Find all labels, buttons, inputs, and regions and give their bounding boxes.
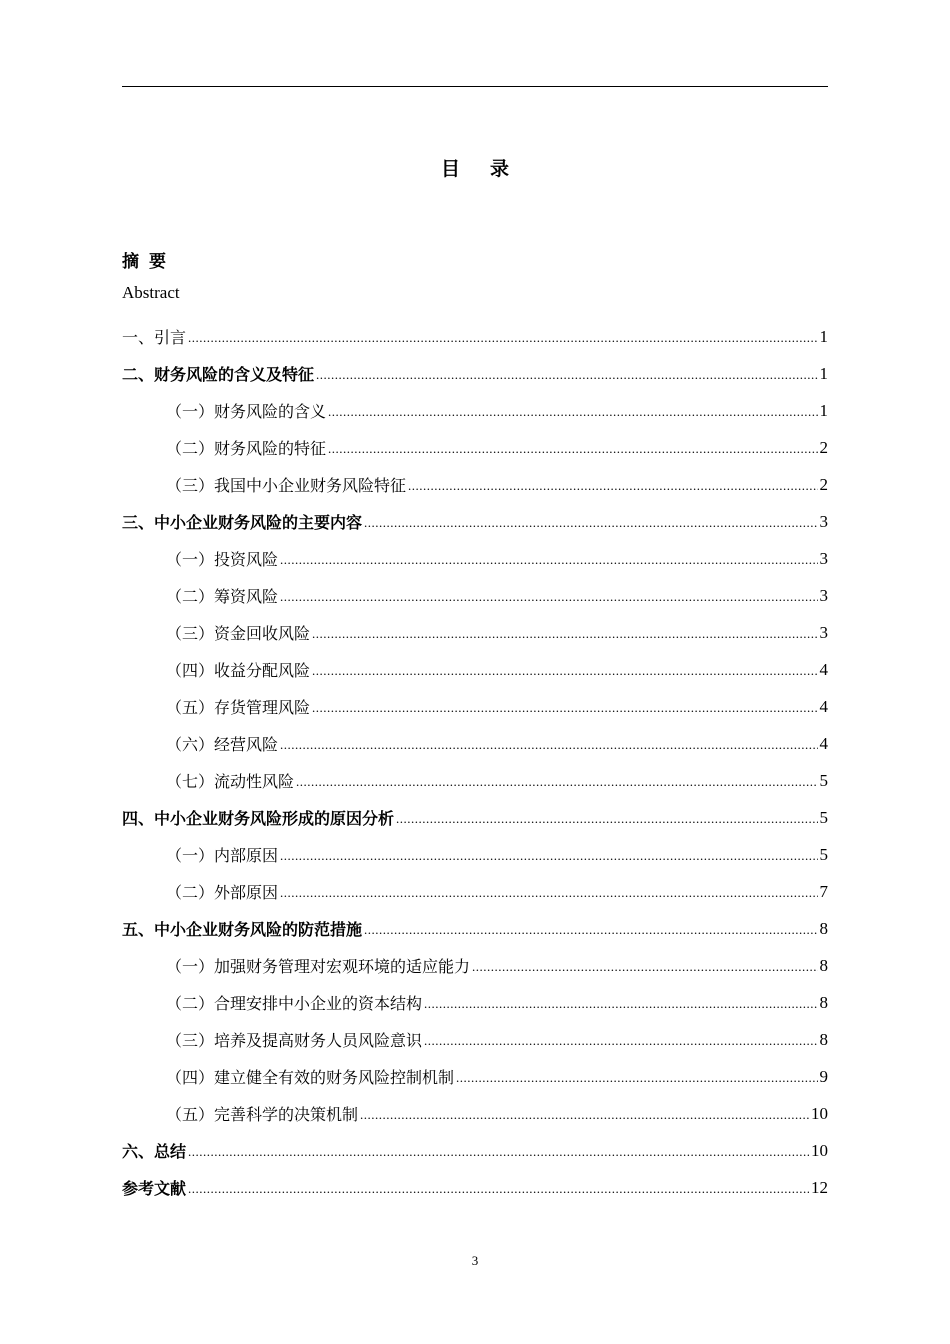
toc-leader-dots — [316, 367, 817, 392]
toc-entry-page: 8 — [819, 955, 828, 975]
toc-leader-dots — [188, 1144, 809, 1169]
toc-entry-section-4-1[interactable] — [122, 836, 828, 873]
toc-leader-dots — [472, 959, 817, 984]
toc-entry-references[interactable] — [122, 1169, 828, 1206]
toc-entry-introduction[interactable] — [122, 318, 828, 355]
toc-entry-section-5-5[interactable] — [122, 1095, 828, 1132]
toc-leader-dots — [364, 922, 817, 947]
toc-leader-dots — [188, 330, 817, 355]
toc-entry-page: 5 — [819, 770, 828, 790]
toc-entry-label: （一）投资风险 — [166, 550, 279, 569]
toc-entry-label: （三）资金回收风险 — [166, 624, 311, 643]
toc-leader-dots — [424, 996, 817, 1021]
toc-entry-section-2-1[interactable] — [122, 392, 828, 429]
toc-entry-section-5-1[interactable] — [122, 947, 828, 984]
toc-entry-page: 8 — [819, 918, 828, 938]
toc-entry-label: 三、中小企业财务风险的主要内容 — [122, 513, 363, 532]
toc-entry-label: （一）财务风险的含义 — [166, 402, 327, 421]
toc-entry-section-2-3[interactable] — [122, 466, 828, 503]
toc-leader-dots — [424, 1033, 817, 1058]
toc-leader-dots — [396, 811, 817, 836]
toc-entry-label: （四）建立健全有效的财务风险控制机制 — [166, 1068, 455, 1087]
toc-entry-label: （五）完善科学的决策机制 — [166, 1105, 359, 1124]
toc-entry-page: 8 — [819, 1029, 828, 1049]
toc-entry-section-3-4[interactable] — [122, 651, 828, 688]
toc-list — [122, 318, 828, 1206]
toc-entry-page: 3 — [819, 622, 828, 642]
toc-entry-page: 1 — [819, 326, 828, 346]
toc-entry-chapter-5[interactable] — [122, 910, 828, 947]
toc-entry-section-2-2[interactable] — [122, 429, 828, 466]
toc-entry-chapter-4[interactable] — [122, 799, 828, 836]
toc-entry-label: 六、总结 — [122, 1142, 187, 1161]
toc-entry-page: 3 — [819, 511, 828, 531]
toc-entry-section-4-2[interactable] — [122, 873, 828, 910]
toc-entry-page: 8 — [819, 992, 828, 1012]
toc-entry-label: （七）流动性风险 — [166, 772, 295, 791]
toc-leader-dots — [280, 848, 817, 873]
toc-entry-label: （三）培养及提高财务人员风险意识 — [166, 1031, 423, 1050]
toc-entry-section-3-5[interactable] — [122, 688, 828, 725]
toc-leader-dots — [312, 626, 817, 651]
toc-entry-chapter-6[interactable] — [122, 1132, 828, 1169]
toc-leader-dots — [280, 589, 817, 614]
toc-leader-dots — [188, 1181, 809, 1206]
toc-entry-section-3-6[interactable] — [122, 725, 828, 762]
toc-entry-label: （五）存货管理风险 — [166, 698, 311, 717]
toc-entry-label: 一、引言 — [122, 328, 187, 347]
toc-leader-dots — [328, 404, 817, 429]
toc-entry-page: 12 — [811, 1177, 828, 1197]
toc-entry-section-3-3[interactable] — [122, 614, 828, 651]
toc-entry-page: 1 — [819, 363, 828, 383]
toc-entry-label: （二）外部原因 — [166, 883, 279, 902]
toc-abstract-en: Abstract — [122, 283, 180, 302]
toc-leader-dots — [280, 552, 817, 577]
toc-leader-dots — [360, 1107, 809, 1132]
toc-leader-dots — [296, 774, 817, 799]
toc-entry-page: 4 — [819, 696, 828, 716]
toc-entry-chapter-2[interactable] — [122, 355, 828, 392]
toc-leader-dots — [280, 737, 817, 762]
toc-leader-dots — [312, 663, 817, 688]
toc-entry-label: （六）经营风险 — [166, 735, 279, 754]
toc-entry-section-5-4[interactable] — [122, 1058, 828, 1095]
toc-entry-page: 2 — [819, 437, 828, 457]
toc-leader-dots — [312, 700, 817, 725]
toc-leader-dots — [408, 478, 817, 503]
toc-entry-label: （一）内部原因 — [166, 846, 279, 865]
toc-leader-dots — [364, 515, 817, 540]
toc-leader-dots — [456, 1070, 817, 1095]
toc-entry-page: 5 — [819, 844, 828, 864]
toc-entry-label: （二）财务风险的特征 — [166, 439, 327, 458]
toc-entry-section-5-2[interactable] — [122, 984, 828, 1021]
footer-page-number: 3 — [471, 1253, 479, 1268]
toc-entry-label: （一）加强财务管理对宏观环境的适应能力 — [166, 957, 471, 976]
toc-entry-page: 3 — [819, 585, 828, 605]
toc-entry-page: 4 — [819, 659, 828, 679]
toc-entry-page: 7 — [819, 881, 828, 901]
toc-entry-label: （二）筹资风险 — [166, 587, 279, 606]
toc-entry-page: 2 — [819, 474, 828, 494]
header-rule — [122, 86, 828, 87]
toc-abstract-cn: 摘要 — [122, 252, 176, 272]
toc-entry-section-3-7[interactable] — [122, 762, 828, 799]
toc-entry-page: 10 — [811, 1140, 828, 1160]
toc-entry-label: 参考文献 — [122, 1179, 187, 1198]
toc-title: 目录 — [440, 158, 539, 180]
toc-entry-section-3-2[interactable] — [122, 577, 828, 614]
toc-entry-chapter-3[interactable] — [122, 503, 828, 540]
toc-entry-section-5-3[interactable] — [122, 1021, 828, 1058]
toc-entry-page: 4 — [819, 733, 828, 753]
toc-entry-label: 四、中小企业财务风险形成的原因分析 — [122, 809, 395, 828]
toc-entry-label: 二、财务风险的含义及特征 — [122, 365, 315, 384]
toc-entry-label: （二）合理安排中小企业的资本结构 — [166, 994, 423, 1013]
toc-leader-dots — [280, 885, 817, 910]
toc-entry-page: 9 — [819, 1066, 828, 1086]
toc-entry-page: 5 — [819, 807, 828, 827]
toc-entry-label: 五、中小企业财务风险的防范措施 — [122, 920, 363, 939]
toc-entry-page: 10 — [811, 1103, 828, 1123]
toc-entry-section-3-1[interactable] — [122, 540, 828, 577]
toc-leader-dots — [328, 441, 817, 466]
toc-entry-label: （四）收益分配风险 — [166, 661, 311, 680]
toc-entry-page: 3 — [819, 548, 828, 568]
toc-entry-label: （三）我国中小企业财务风险特征 — [166, 476, 407, 495]
toc-entry-page: 1 — [819, 400, 828, 420]
